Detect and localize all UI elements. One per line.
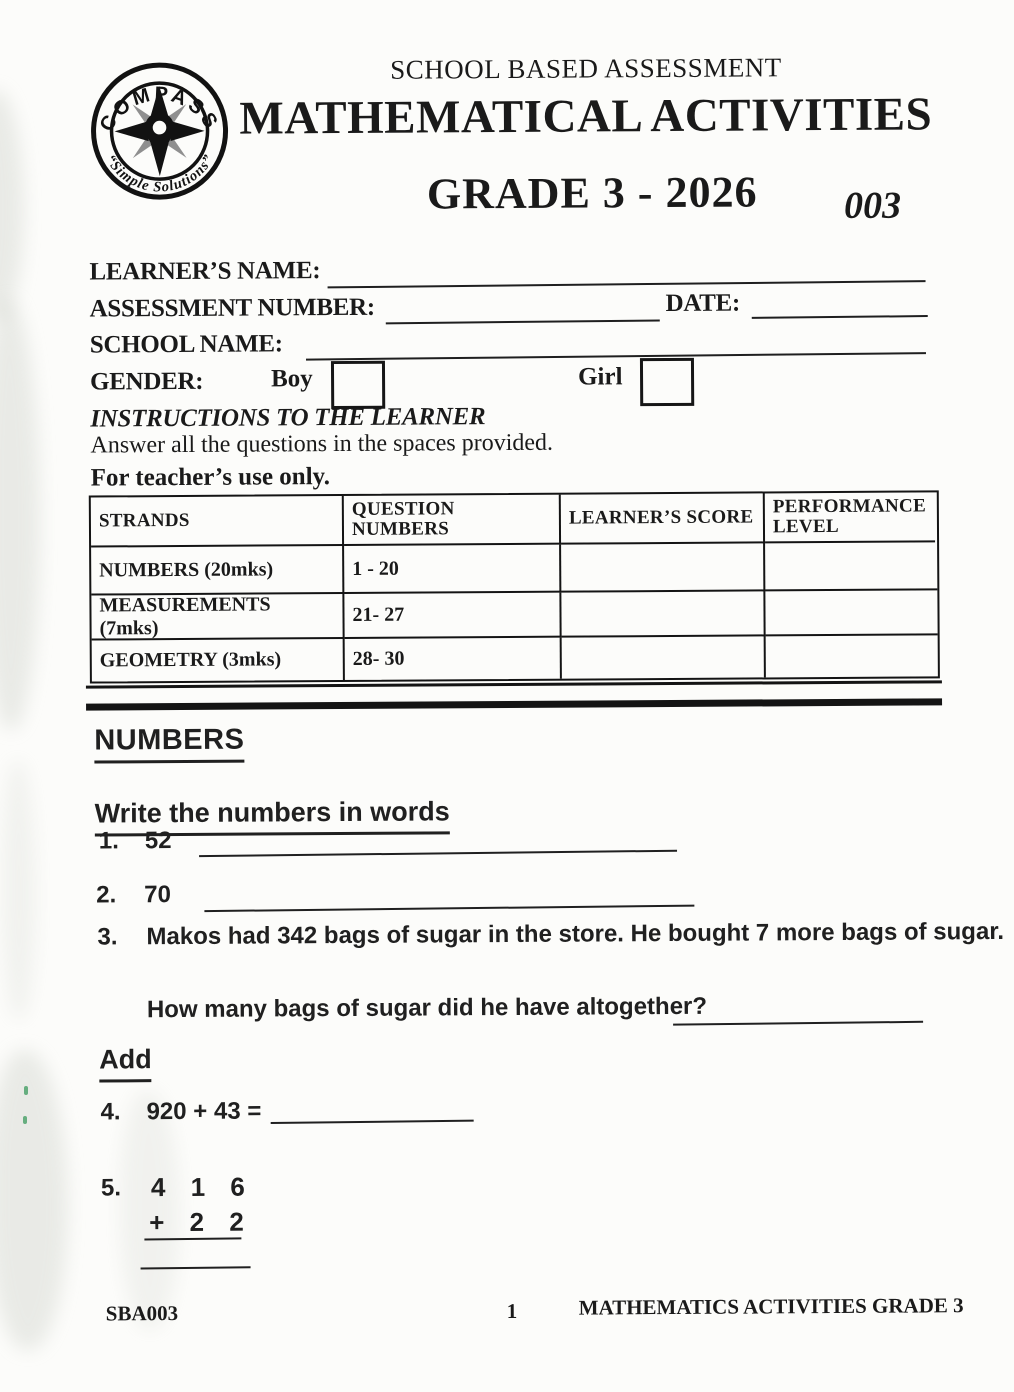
gender-label: GENDER: (89, 367, 204, 396)
table-row-questions: 21- 27 (344, 593, 561, 639)
assessment-number-label: ASSESSMENT NUMBER: (89, 293, 375, 323)
q5-addend-bottom: + 2 2 (149, 1206, 253, 1238)
q2-answer-line[interactable] (204, 871, 694, 913)
footer-page-number: 1 (506, 1298, 518, 1324)
table-row-score-blank[interactable] (562, 636, 766, 678)
date-label: DATE: (665, 289, 741, 318)
footer-right-text: MATHEMATICS ACTIVITIES GRADE 3 (578, 1293, 964, 1320)
table-row-level-blank[interactable] (765, 542, 937, 591)
doc-subtitle: SCHOOL BASED ASSESSMENT (390, 52, 782, 85)
paper-code: 003 (843, 184, 902, 227)
section-divider-rule (86, 680, 942, 710)
q1-answer-line[interactable] (199, 816, 677, 857)
table-row-strand: MEASUREMENTS (7mks) (91, 594, 344, 641)
q4-number: 4. (100, 1098, 121, 1126)
table-row-level-blank[interactable] (766, 635, 938, 677)
q5-addend-top: 4 1 6 (150, 1171, 254, 1203)
table-row-questions: 28- 30 (345, 638, 562, 680)
score-table-header-strands: STRANDS (91, 496, 344, 548)
q5-answer-line[interactable] (140, 1233, 250, 1269)
logo-brand-text: COMPASS (95, 83, 224, 136)
q3-number: 3. (97, 923, 118, 951)
doc-grade-line: GRADE 3 - 2026 (426, 167, 758, 219)
table-row-questions: 1 - 20 (344, 545, 561, 594)
table-row-score-blank[interactable] (561, 591, 765, 637)
score-table-header-question-numbers: QUESTION NUMBERS (344, 495, 561, 546)
footer-doc-code: SBA003 (105, 1301, 179, 1326)
q2-value: 70 (144, 881, 171, 909)
q3-answer-line[interactable] (673, 987, 923, 1026)
q3-text-line1: Makos had 342 bags of sugar in the store. He bought 7 more bags of sugar. (146, 917, 1005, 951)
score-table-header-performance-level: PERFORMANCE LEVEL (765, 492, 935, 543)
q3-text-line2: How many bags of sugar did he have altogether? (146, 992, 708, 1024)
girl-checkbox[interactable] (640, 358, 694, 406)
table-row-score-blank[interactable] (561, 543, 765, 592)
subheading-write-numbers: Write the numbers in words (95, 796, 450, 836)
school-name-label: SCHOOL NAME: (89, 330, 283, 359)
girl-label: Girl (577, 363, 623, 391)
instructions-body: Answer all the questions in the spaces provided. (90, 429, 554, 459)
date-line[interactable] (751, 281, 927, 319)
assessment-number-line[interactable] (385, 285, 659, 324)
doc-title: MATHEMATICAL ACTIVITIES (239, 88, 933, 145)
school-name-line[interactable] (306, 318, 926, 360)
boy-label: Boy (270, 365, 313, 393)
table-row-level-blank[interactable] (765, 590, 937, 636)
learner-name-label: LEARNER’S NAME: (89, 257, 321, 286)
section-heading-numbers: NUMBERS (94, 724, 244, 764)
q2-number: 2. (96, 881, 117, 909)
q1-value: 52 (144, 827, 172, 855)
score-table (89, 490, 940, 683)
q1-number: 1. (98, 827, 119, 855)
q5-number: 5. (100, 1174, 122, 1202)
add-heading: Add (99, 1044, 152, 1082)
score-table-header-learners-score: LEARNER’S SCORE (561, 493, 765, 544)
teacher-use-note: For teacher’s use only. (90, 463, 331, 492)
q4-expression: 920 + 43 = (146, 1097, 262, 1126)
q4-answer-line[interactable] (270, 1088, 473, 1124)
instructions-heading: INSTRUCTIONS TO THE LEARNER (90, 403, 486, 433)
compass-logo (88, 60, 231, 203)
boy-checkbox[interactable] (331, 361, 385, 409)
table-row-strand: NUMBERS (20mks) (91, 546, 344, 596)
table-row-strand: GEOMETRY (3mks) (92, 639, 345, 682)
logo-tagline-text: “Simple Solutions” (102, 151, 218, 196)
